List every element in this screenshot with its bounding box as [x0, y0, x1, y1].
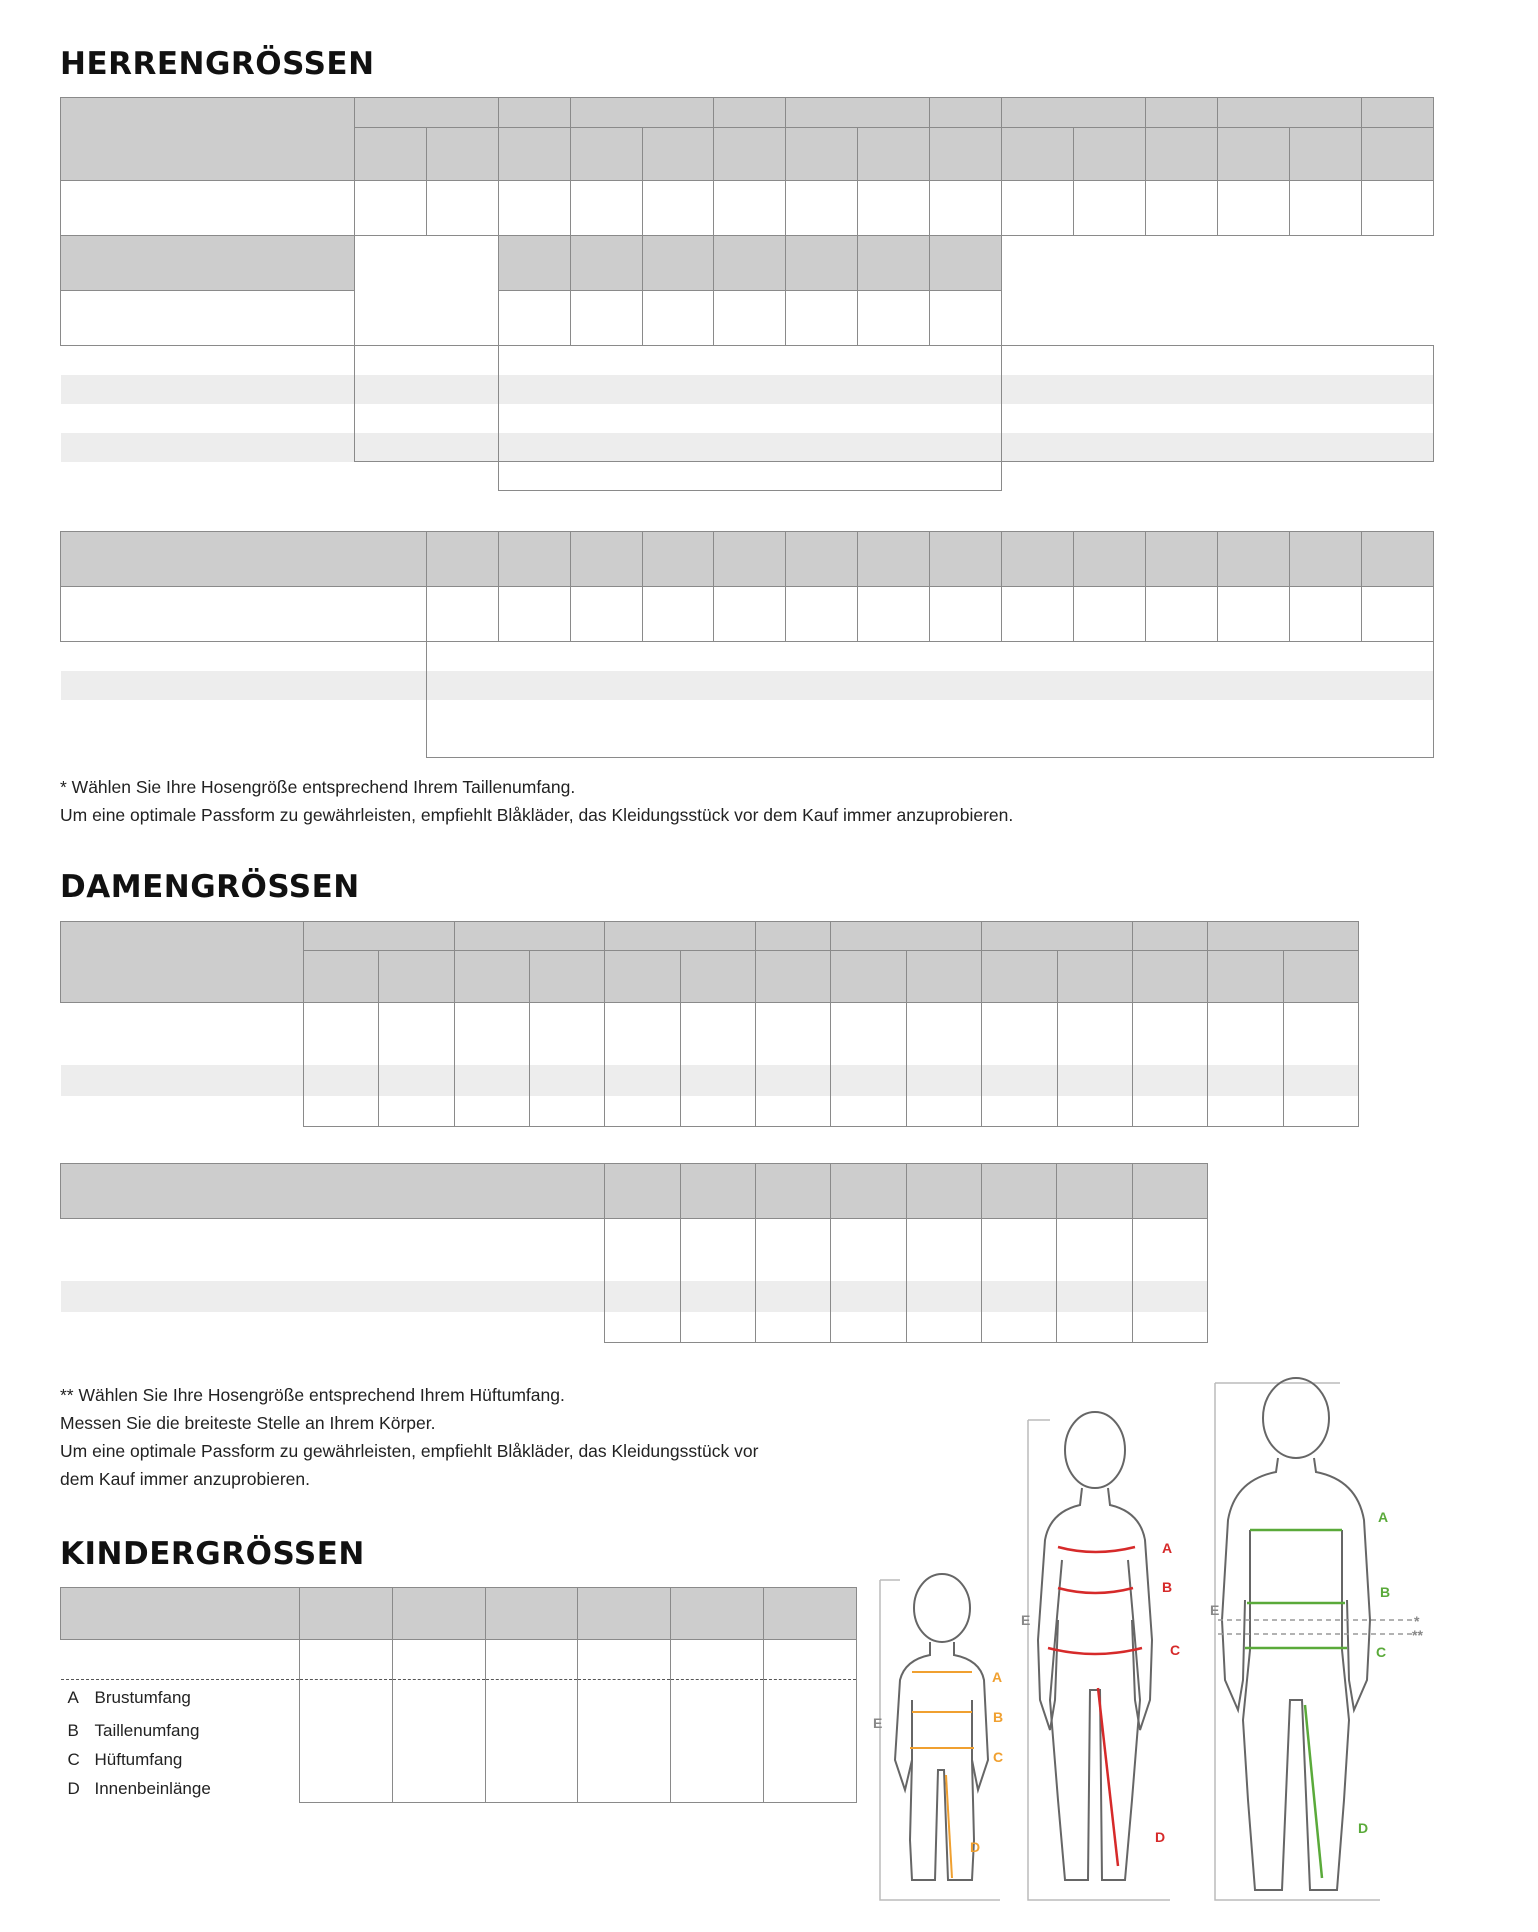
woman-label-d: D	[1155, 1829, 1166, 1845]
child-label-a: A	[992, 1669, 1003, 1685]
woman-label-e: E	[1021, 1612, 1031, 1628]
man-label-b: B	[1380, 1584, 1391, 1600]
measure-letter: D	[67, 1778, 80, 1798]
kids-heading: KINDERGRÖSSEN	[60, 1536, 365, 1572]
measure-name: Taillenumfang	[94, 1720, 200, 1740]
man-label-d: D	[1358, 1820, 1369, 1836]
woman-waist-line	[1058, 1588, 1133, 1593]
child-label-b: B	[993, 1709, 1004, 1725]
man-label-e: E	[1210, 1602, 1220, 1618]
women-note-2: Messen Sie die breiteste Stelle an Ihrem Körper.	[60, 1413, 436, 1433]
women-note-1: ** Wählen Sie Ihre Hosengröße entsprechend Ihrem Hüftumfang.	[60, 1385, 565, 1405]
child-figure-icon	[895, 1574, 988, 1880]
child-label-d: D	[970, 1839, 981, 1855]
women-note-4: dem Kauf immer anzuprobieren.	[60, 1469, 310, 1489]
woman-label-c: C	[1170, 1642, 1181, 1658]
measure-letter: C	[67, 1749, 80, 1769]
measure-name: Innenbeinlänge	[94, 1778, 211, 1798]
men-note-1: * Wählen Sie Ihre Hosengröße entsprechend Ihrem Taillenumfang.	[60, 777, 576, 797]
men-note-2: Um eine optimale Passform zu gewährleisten, empfiehlt Blåkläder, das Kleidungsstück vor dem Kauf immer anzuprobieren.	[60, 805, 1014, 825]
woman-figure-icon	[1038, 1412, 1152, 1880]
star-label: *	[1414, 1613, 1420, 1629]
measure-letter: A	[67, 1688, 79, 1708]
woman-label-b: B	[1162, 1579, 1173, 1595]
man-label-a: A	[1378, 1509, 1389, 1525]
men-heading: HERRENGRÖSSEN	[60, 46, 375, 82]
woman-hip-line	[1048, 1648, 1142, 1654]
woman-label-a: A	[1162, 1540, 1173, 1556]
child-label-e: E	[873, 1715, 883, 1731]
women-note-3: Um eine optimale Passform zu gewährleisten, empfiehlt Blåkläder, das Kleidungsstück vor	[60, 1441, 759, 1461]
measure-name: Brustumfang	[94, 1688, 191, 1708]
measure-letter: B	[67, 1720, 79, 1740]
measure-name: Hüftumfang	[94, 1749, 183, 1769]
women-heading: DAMENGRÖSSEN	[60, 869, 360, 905]
man-label-c: C	[1376, 1644, 1387, 1660]
double-star-label: **	[1412, 1627, 1423, 1643]
child-label-c: C	[993, 1749, 1004, 1765]
woman-chest-line	[1058, 1547, 1135, 1552]
